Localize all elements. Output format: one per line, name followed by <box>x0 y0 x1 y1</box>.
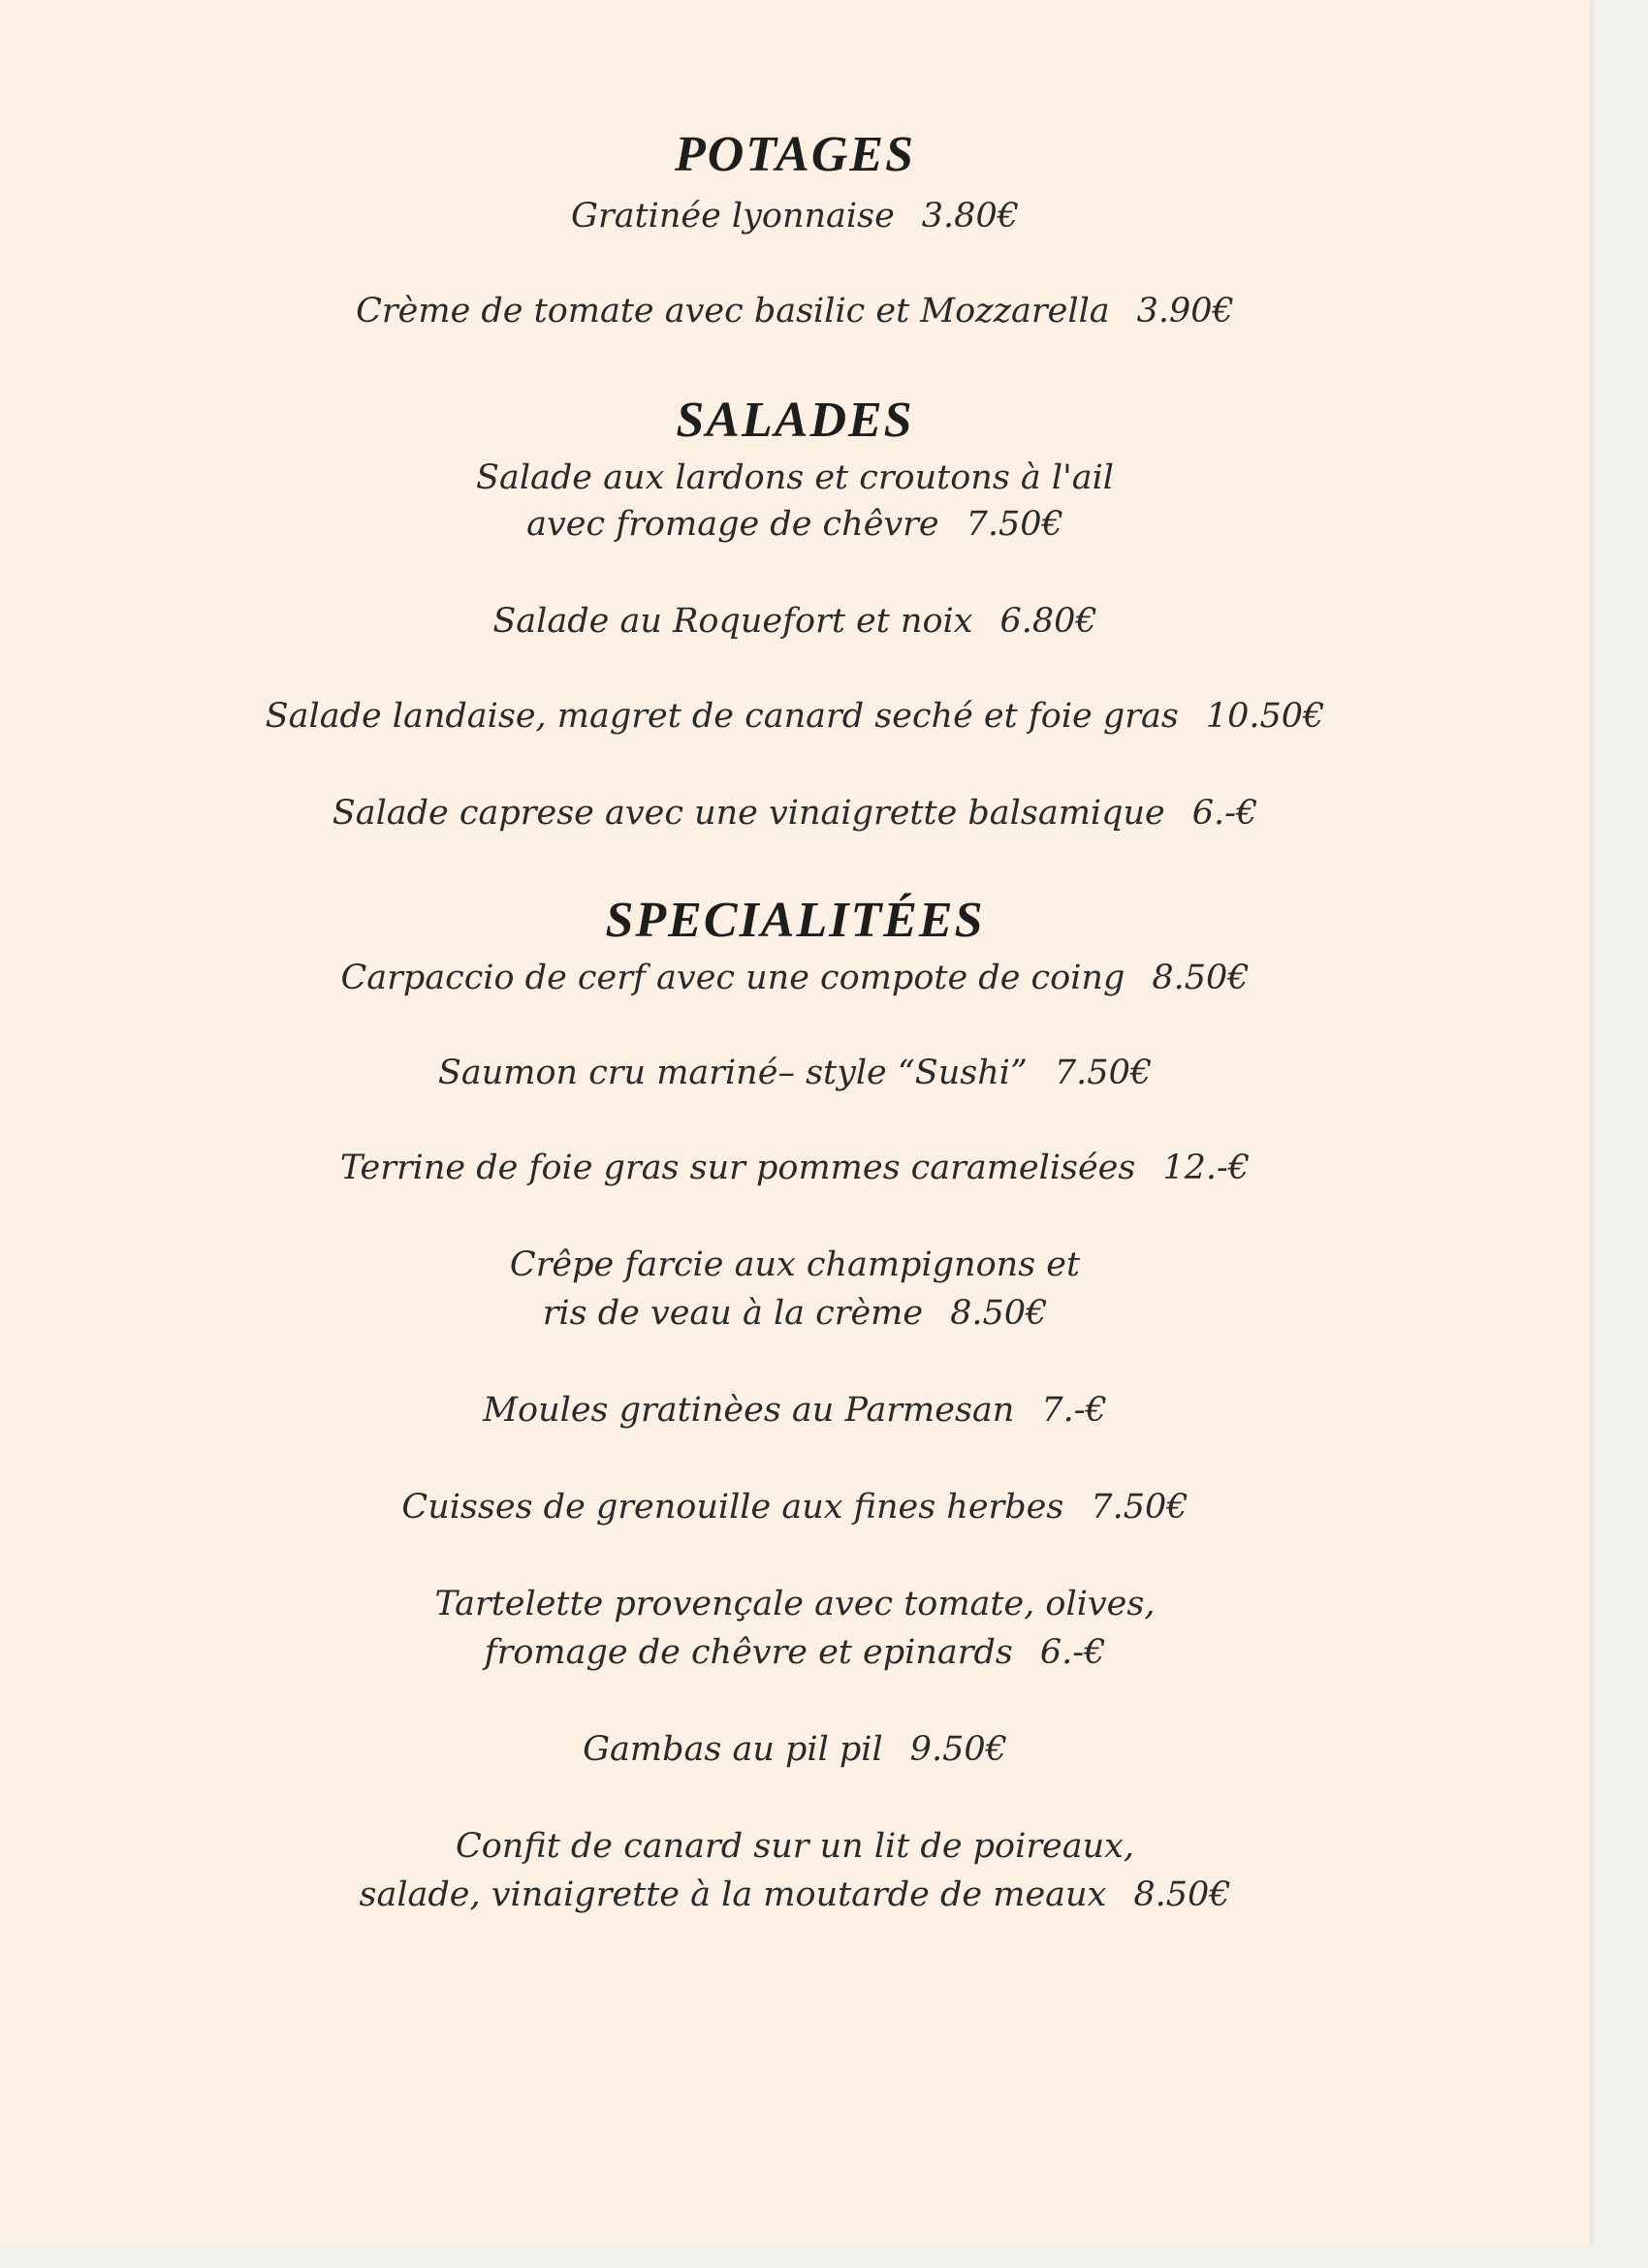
dish-price: 3.80€ <box>921 197 1019 236</box>
dish-price: 6.-€ <box>1039 1633 1106 1672</box>
menu-item-gratinee-lyonnaise <box>0 192 1590 240</box>
section-heading-specialitees: SPECIALITÉES <box>605 893 985 948</box>
menu-item-saumon-cru <box>0 1049 1590 1097</box>
dish-name: Gambas au pil pil <box>583 1730 883 1769</box>
dish-name: Moules gratinèes au Parmesan <box>483 1391 1015 1430</box>
dish-price: 9.50€ <box>909 1730 1007 1769</box>
menu-item-salade-lardons-line-2 <box>0 500 1590 549</box>
menu-item-salade-landaise <box>0 692 1590 740</box>
menu-item-moules-gratinees <box>0 1386 1590 1434</box>
menu-item-crepe-farcie-line-2 <box>0 1289 1590 1338</box>
dish-price: 8.50€ <box>1133 1875 1231 1914</box>
dish-price: 6.80€ <box>999 602 1097 641</box>
dish-price: 7.-€ <box>1041 1391 1107 1430</box>
menu-item-tartelette-provencale-line-2 <box>0 1628 1590 1677</box>
section-heading-potages: POTAGES <box>674 127 916 182</box>
dish-price: 10.50€ <box>1205 697 1325 736</box>
menu-item-salade-lardons-line-1 <box>0 454 1590 502</box>
menu-item-carpaccio-de-cerf <box>0 954 1590 1002</box>
dish-price: 12.-€ <box>1162 1149 1251 1187</box>
menu-item-salade-caprese <box>0 789 1590 837</box>
menu-item-salade-roquefort <box>0 597 1590 646</box>
dish-name: ris de veau à la crème <box>542 1294 924 1333</box>
dish-name: Gratinée lyonnaise <box>571 197 895 236</box>
menu-item-cuisses-de-grenouille <box>0 1483 1590 1531</box>
dish-price: 8.50€ <box>1152 959 1250 997</box>
dish-price: 8.50€ <box>950 1294 1048 1333</box>
dish-name: fromage de chêvre et epinards <box>484 1633 1013 1672</box>
section-heading-salades: SALADES <box>676 393 914 448</box>
dish-name: Crêpe farcie aux champignons et <box>509 1245 1081 1284</box>
dish-name: Carpaccio de cerf avec une compote de coing <box>340 959 1125 997</box>
dish-name: Salade landaise, magret de canard seché et foie gras <box>265 697 1179 736</box>
menu-item-crepe-farcie-line-1 <box>0 1241 1590 1289</box>
dish-name: Salade au Roquefort et noix <box>492 602 973 641</box>
dish-price: 3.90€ <box>1136 292 1234 331</box>
dish-name: Cuisses de grenouille aux fines herbes <box>401 1488 1064 1527</box>
dish-name: avec fromage de chêvre <box>526 505 939 544</box>
dish-name: Salade aux lardons et croutons à l'ail <box>476 458 1114 497</box>
dish-price: 7.50€ <box>1054 1054 1153 1092</box>
menu-item-tartelette-provencale-line-1 <box>0 1580 1590 1628</box>
dish-name: Saumon cru mariné– style “Sushi” <box>437 1054 1028 1092</box>
dish-name: Terrine de foie gras sur pommes caramelisées <box>339 1149 1136 1187</box>
menu-item-terrine-de-foie-gras <box>0 1144 1590 1192</box>
dish-price: 7.50€ <box>1091 1488 1188 1527</box>
menu-item-confit-de-canard-line-1 <box>0 1822 1590 1871</box>
dish-name: Confit de canard sur un lit de poireaux, <box>455 1827 1135 1866</box>
dish-name: Crème de tomate avec basilic et Mozzarella <box>356 292 1110 331</box>
menu-item-gambas-au-pil-pil <box>0 1725 1590 1774</box>
menu-item-confit-de-canard-line-2 <box>0 1871 1590 1919</box>
menu-item-creme-de-tomate <box>0 287 1590 335</box>
dish-name: Tartelette provençale avec tomate, olives, <box>434 1585 1156 1623</box>
dish-name: Salade caprese avec une vinaigrette balsamique <box>332 794 1165 833</box>
dish-price: 7.50€ <box>966 505 1063 544</box>
dish-name: salade, vinaigrette à la moutarde de meaux <box>359 1875 1107 1914</box>
dish-price: 6.-€ <box>1191 794 1258 833</box>
